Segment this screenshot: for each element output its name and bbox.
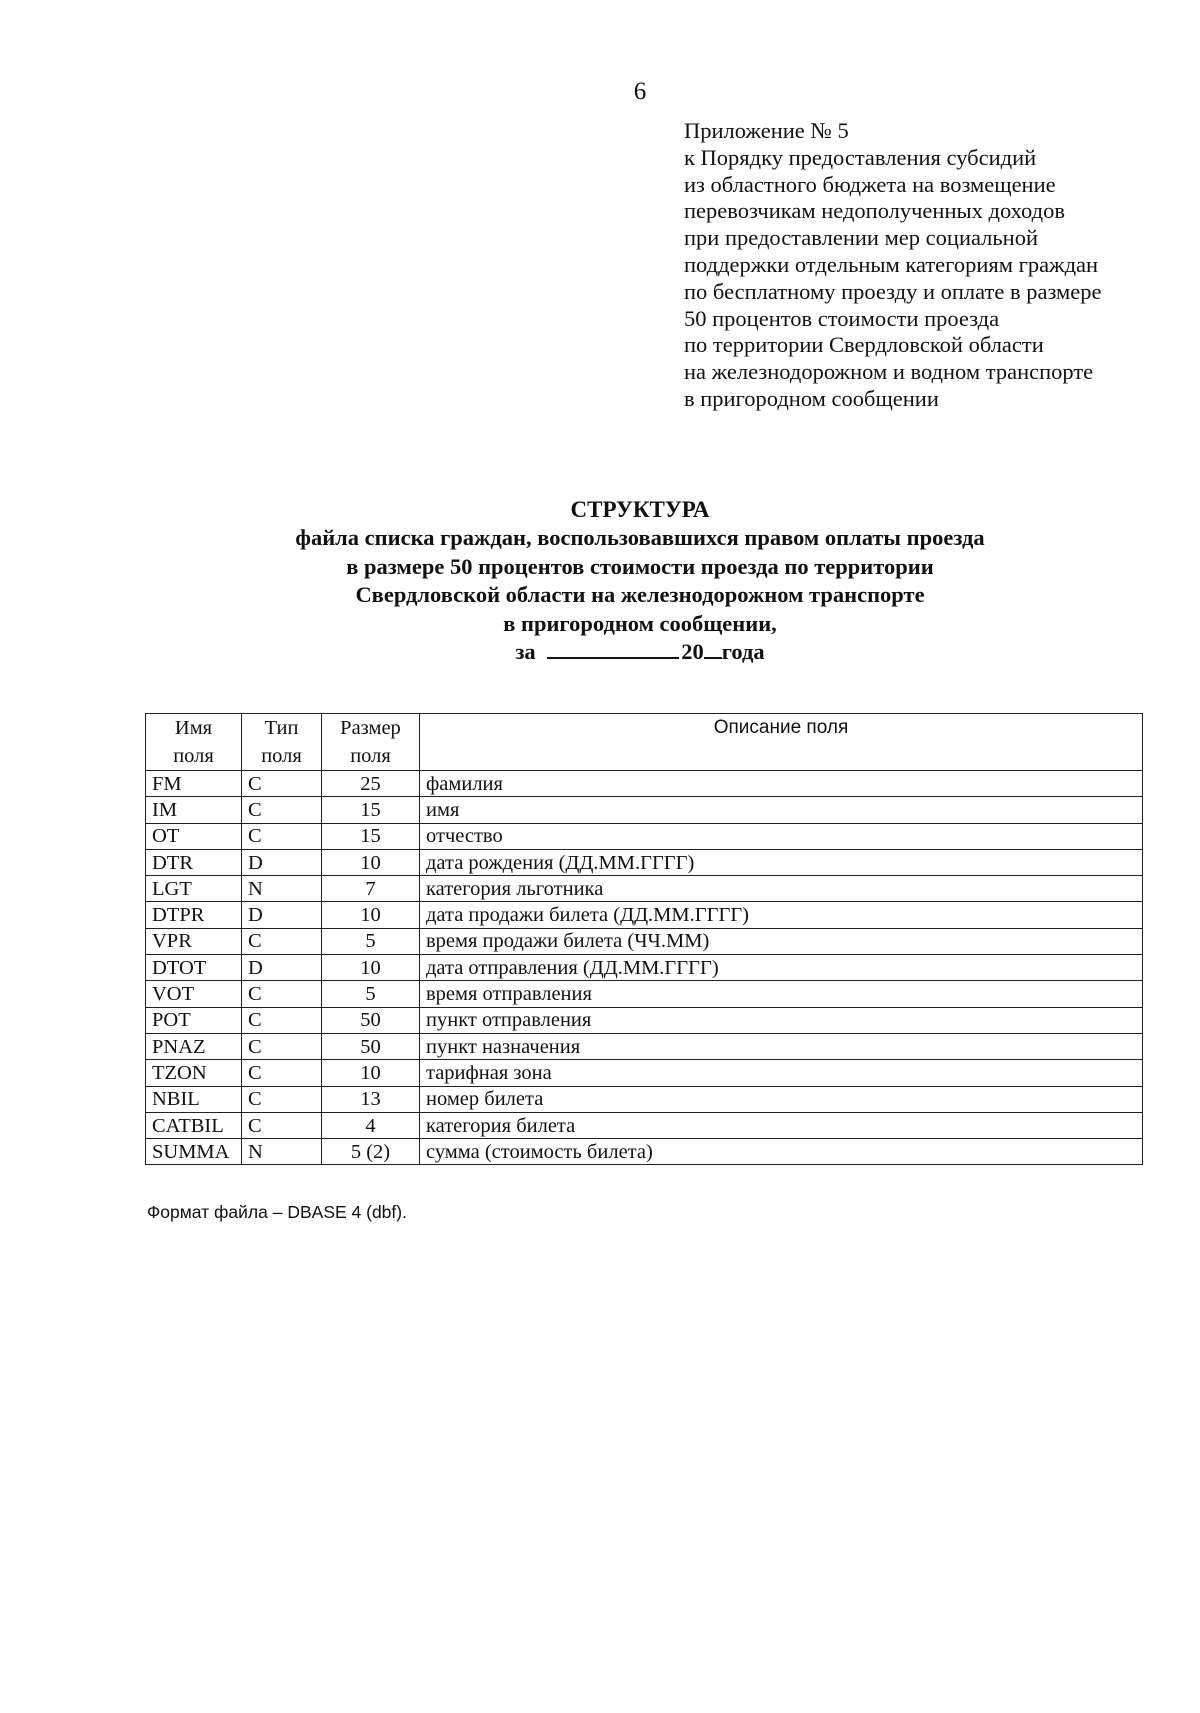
cell-field-size: 50 [322,1033,420,1059]
table-row [146,876,1143,902]
cell-field-type: D [242,955,322,981]
header-field-name: Имя поля [146,714,242,771]
cell-field-description: категория льготника [420,876,1143,902]
header-field-type: Тип поля [242,714,322,771]
cell-field-size: 4 [322,1112,420,1138]
cell-field-name: DTOT [146,955,242,981]
cell-field-description: сумма (стоимость билета) [420,1139,1143,1165]
cell-field-name: SUMMA [146,1139,242,1165]
cell-field-type: C [242,797,322,823]
cell-field-size: 25 [322,771,420,797]
cell-field-size: 10 [322,902,420,928]
table-row [146,902,1143,928]
cell-field-type: C [242,1060,322,1086]
cell-field-name: DTR [146,849,242,875]
annex-line: Приложение № 5 [684,118,849,143]
cell-field-size: 15 [322,823,420,849]
title-line: в размере 50 процентов стоимости проезда по территории [346,553,934,579]
annex-line: 50 процентов стоимости проезда [684,305,1000,331]
fields-table [145,713,1143,1165]
table-row [146,1086,1143,1112]
table-row [146,1033,1143,1059]
cell-field-type: N [242,876,322,902]
period-year-blank [704,639,722,659]
cell-field-name: CATBIL [146,1112,242,1138]
title-main: СТРУКТУРА [570,497,710,522]
cell-field-name: TZON [146,1060,242,1086]
cell-field-size: 10 [322,1060,420,1086]
cell-field-type: N [242,1139,322,1165]
cell-field-description: время отправления [420,981,1143,1007]
annex-line: к Порядку предоставления субсидий [684,144,1037,170]
cell-field-size: 7 [322,876,420,902]
cell-field-description: отчество [420,823,1143,849]
file-format-note: Формат файла – DBASE 4 (dbf). [147,1202,407,1222]
cell-field-description: категория билета [420,1112,1143,1138]
annex-line: перевозчикам недополученных доходов [684,198,1065,224]
table-row [146,1007,1143,1033]
table-row [146,797,1143,823]
cell-field-name: VPR [146,928,242,954]
cell-field-size: 5 [322,928,420,954]
table-row [146,928,1143,954]
period-year-prefix: 20 [681,639,704,665]
cell-field-description: тарифная зона [420,1060,1143,1086]
title-period [140,638,1140,666]
annex-line: в пригородном сообщении [684,385,939,411]
period-suffix: года [721,639,765,665]
cell-field-size: 13 [322,1086,420,1112]
annex-header [684,118,1164,413]
cell-field-size: 10 [322,849,420,875]
title-line: Свердловской области на железнодорожном транспорте [355,582,925,608]
cell-field-description: дата продажи билета (ДД.ММ.ГГГГ) [420,902,1143,928]
cell-field-type: C [242,981,322,1007]
table-row [146,771,1143,797]
page-number: 6 [633,78,647,105]
cell-field-type: C [242,1086,322,1112]
cell-field-description: дата отправления (ДД.ММ.ГГГГ) [420,955,1143,981]
annex-line: при предоставлении мер социальной [684,225,1038,251]
cell-field-size: 10 [322,955,420,981]
period-blank [547,639,679,659]
table-row [146,849,1143,875]
table-row [146,981,1143,1007]
title-line: в пригородном сообщении, [503,610,777,636]
cell-field-description: дата рождения (ДД.ММ.ГГГГ) [420,849,1143,875]
cell-field-type: C [242,1007,322,1033]
annex-line: по территории Свердловской области [684,332,1044,358]
cell-field-size: 5 [322,981,420,1007]
table-header-row [146,714,1143,771]
period-prefix: за [515,639,536,665]
annex-line: из областного бюджета на возмещение [684,171,1056,197]
cell-field-name: OT [146,823,242,849]
cell-field-type: C [242,928,322,954]
cell-field-description: номер билета [420,1086,1143,1112]
header-field-description: Описание поля [420,714,1143,771]
cell-field-description: пункт назначения [420,1033,1143,1059]
cell-field-type: C [242,1112,322,1138]
cell-field-description: фамилия [420,771,1143,797]
annex-line: поддержки отдельным категориям граждан [684,251,1099,277]
cell-field-name: VOT [146,981,242,1007]
cell-field-name: POT [146,1007,242,1033]
cell-field-name: FM [146,771,242,797]
cell-field-description: время продажи билета (ЧЧ.ММ) [420,928,1143,954]
cell-field-name: IM [146,797,242,823]
cell-field-description: имя [420,797,1143,823]
cell-field-type: D [242,849,322,875]
cell-field-name: NBIL [146,1086,242,1112]
cell-field-name: DTPR [146,902,242,928]
cell-field-type: C [242,771,322,797]
document-title [140,496,1140,666]
cell-field-type: C [242,823,322,849]
table-row [146,1060,1143,1086]
cell-field-name: PNAZ [146,1033,242,1059]
cell-field-size: 5 (2) [322,1139,420,1165]
cell-field-size: 15 [322,797,420,823]
table-row [146,955,1143,981]
annex-line: по бесплатному проезду и оплате в размере [684,278,1102,304]
table-row [146,1139,1143,1165]
annex-line: на железнодорожном и водном транспорте [684,359,1094,385]
table-row [146,823,1143,849]
table-row [146,1112,1143,1138]
header-field-size: Размер поля [322,714,420,771]
cell-field-type: D [242,902,322,928]
cell-field-description: пункт отправления [420,1007,1143,1033]
cell-field-type: C [242,1033,322,1059]
title-line: файла списка граждан, воспользовавшихся правом оплаты проезда [295,525,985,551]
cell-field-name: LGT [146,876,242,902]
cell-field-size: 50 [322,1007,420,1033]
